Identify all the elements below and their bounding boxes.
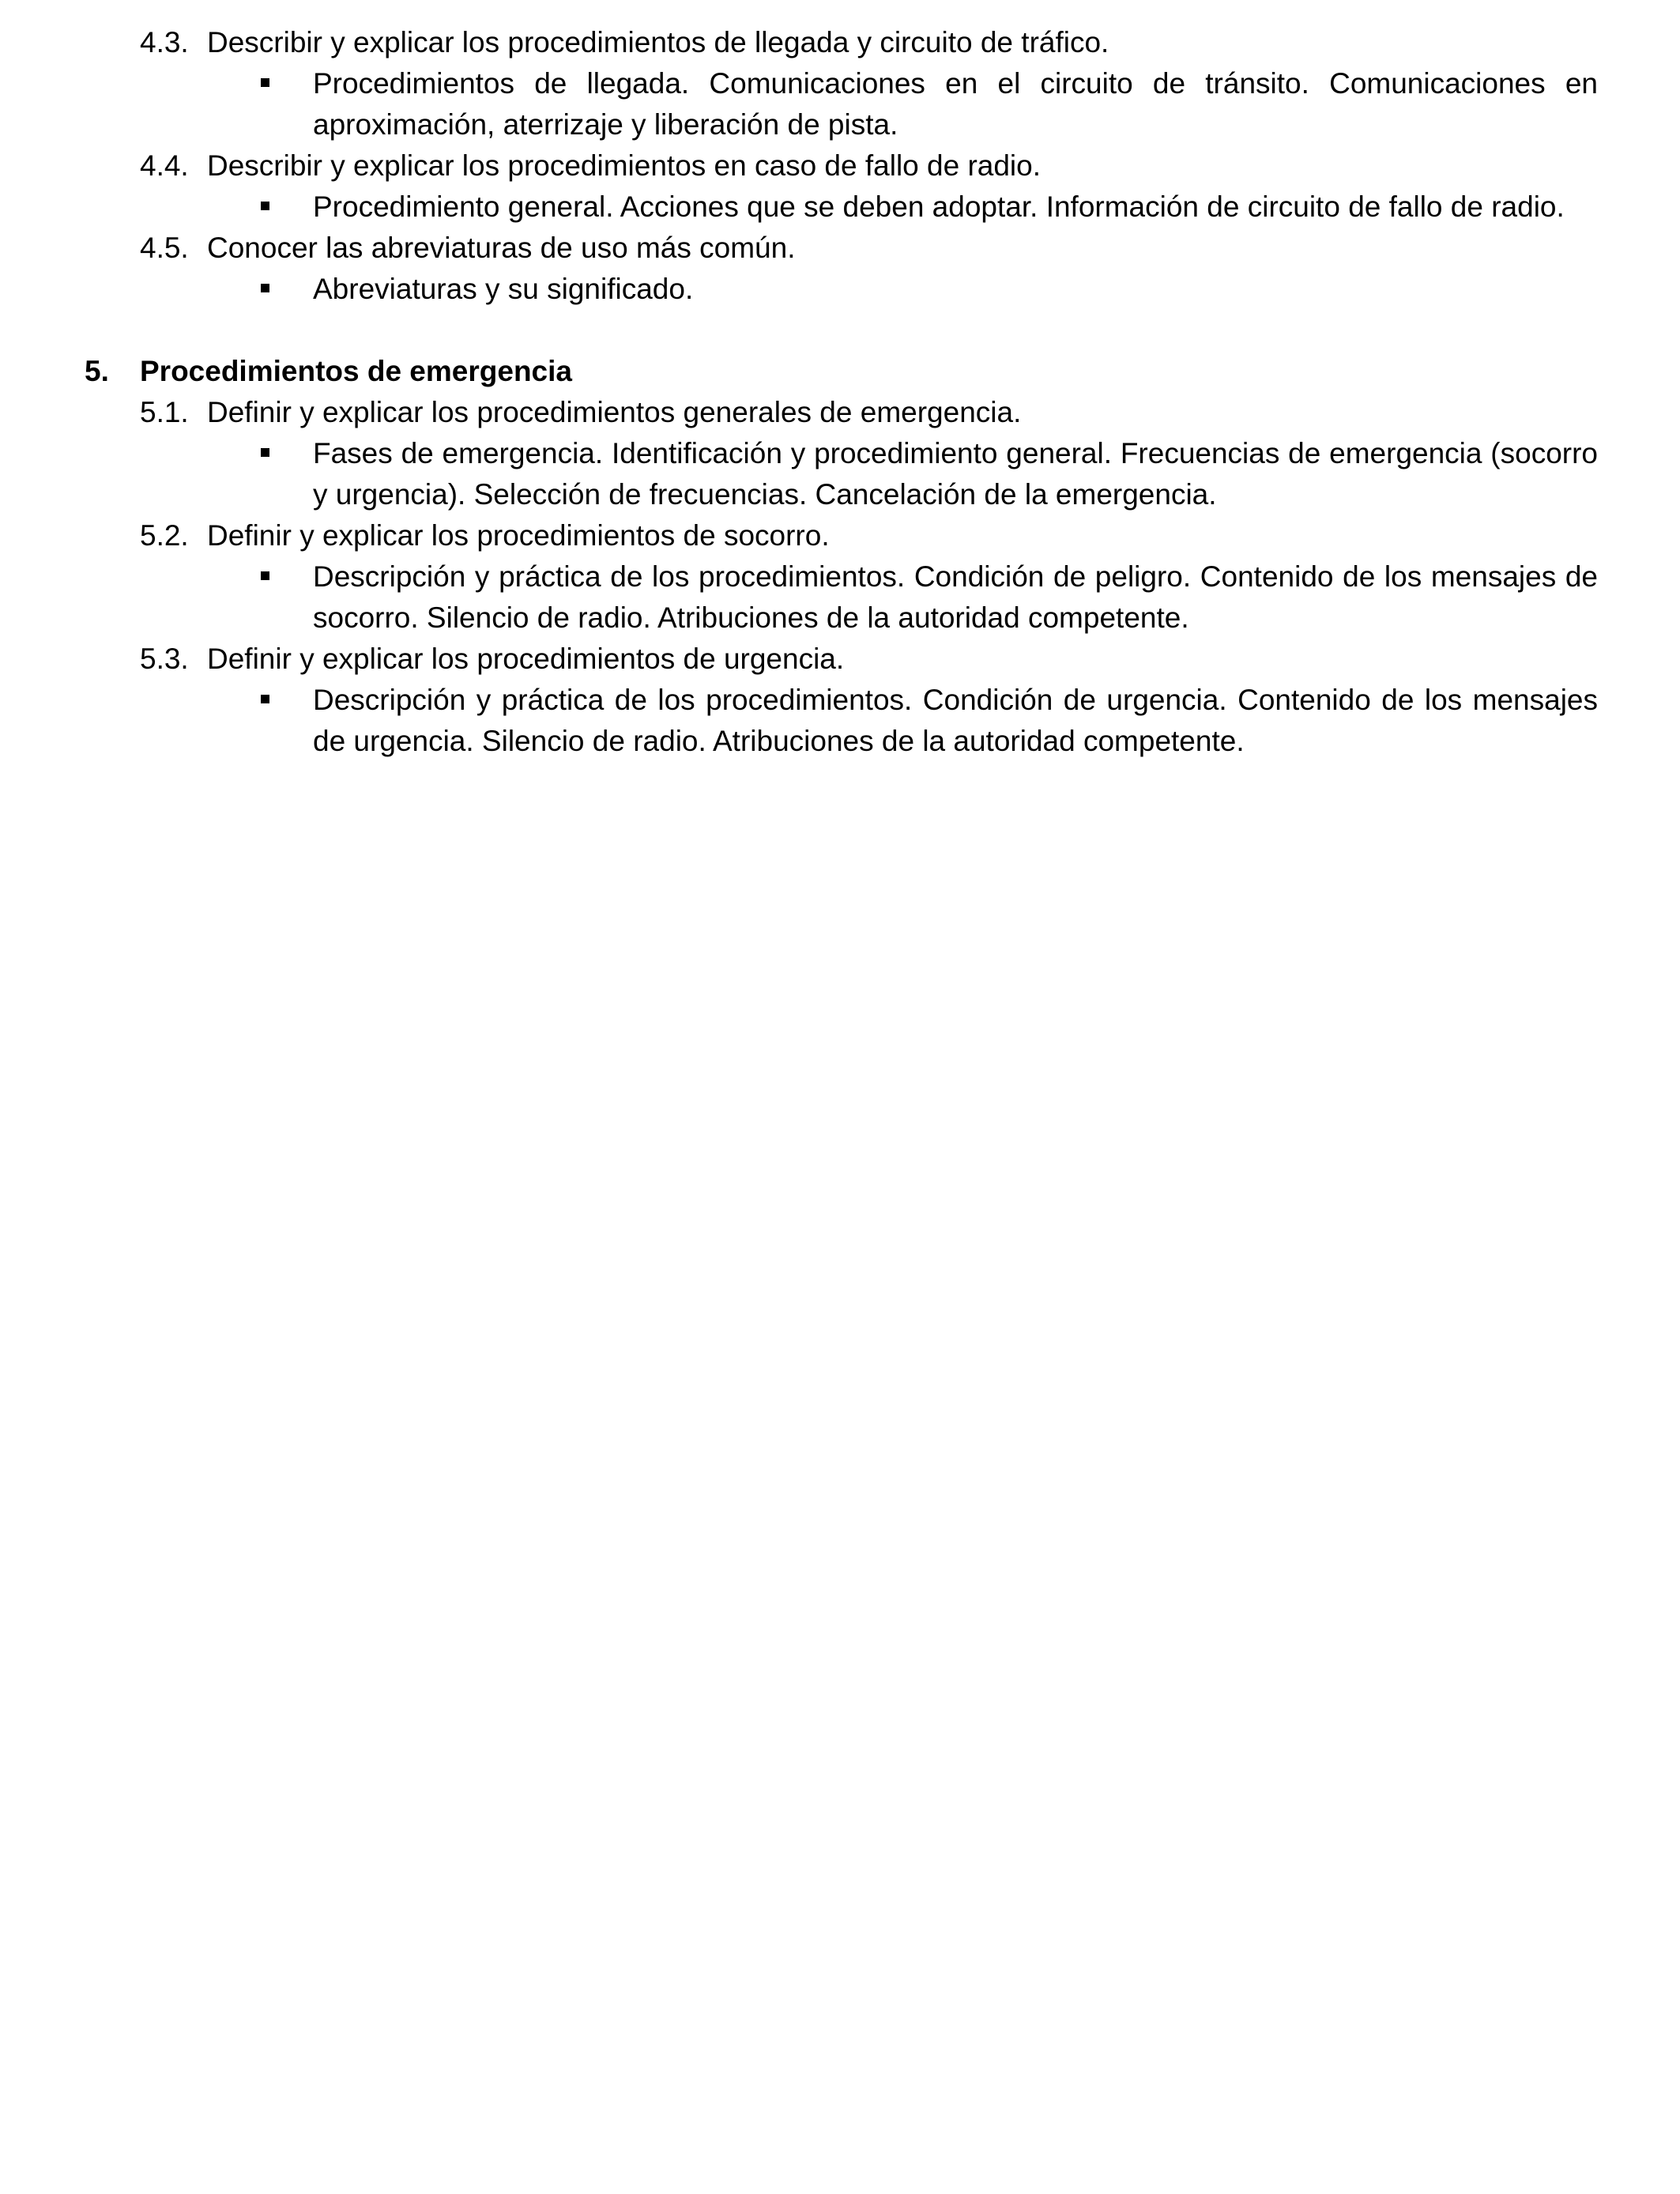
document-content [0, 22, 1680, 762]
bullet-text: Descripción y práctica de los procedimientos. Condición de urgencia. Contenido de los mensajes de urgencia. Silencio de radio. Atribuciones de la autoridad competente. [313, 684, 1598, 757]
subsection-number: 5.1. [140, 396, 189, 428]
subsection-item [0, 22, 1680, 63]
bullet-item [0, 269, 1680, 310]
bullet-text: Abreviaturas y su significado. [313, 273, 694, 305]
subsection-text: Definir y explicar los procedimientos generales de emergencia. [207, 396, 1022, 428]
bullet-text: Descripción y práctica de los procedimientos. Condición de peligro. Contenido de los mensajes de socorro. Silencio de radio. Atribuciones de la autoridad competente. [313, 560, 1598, 634]
subsection-number: 4.4. [140, 149, 189, 182]
square-bullet-icon [261, 78, 269, 87]
bullet-text: Procedimiento general. Acciones que se deben adoptar. Información de circuito de fallo de radio. [313, 190, 1565, 223]
subsection-text: Describir y explicar los procedimientos de llegada y circuito de tráfico. [207, 26, 1109, 58]
subsection-item [0, 145, 1680, 187]
bullet-item [0, 187, 1680, 228]
subsection-text: Definir y explicar los procedimientos de socorro. [207, 519, 830, 552]
subsection-item [0, 392, 1680, 433]
bullet-item [0, 556, 1680, 639]
subsection-item [0, 228, 1680, 269]
square-bullet-icon [261, 202, 269, 210]
square-bullet-icon [261, 448, 269, 457]
square-bullet-icon [261, 284, 269, 292]
bullet-item [0, 63, 1680, 145]
subsection-item [0, 639, 1680, 680]
subsection-number: 4.5. [140, 232, 189, 264]
section-number: 5. [85, 355, 109, 387]
subsection-number: 5.2. [140, 519, 189, 552]
section-title: Procedimientos de emergencia [140, 355, 572, 387]
section-heading [0, 351, 1680, 392]
subsection-item [0, 515, 1680, 556]
square-bullet-icon [261, 695, 269, 703]
subsection-text: Describir y explicar los procedimientos en caso de fallo de radio. [207, 149, 1042, 182]
subsection-text: Conocer las abreviaturas de uso más común. [207, 232, 796, 264]
bullet-item [0, 680, 1680, 762]
bullet-text: Fases de emergencia. Identificación y procedimiento general. Frecuencias de emergencia (socorro y urgencia). Selección de frecuencias. Cancelación de la emergencia. [313, 437, 1598, 511]
subsection-text: Definir y explicar los procedimientos de urgencia. [207, 643, 845, 675]
subsection-number: 5.3. [140, 643, 189, 675]
square-bullet-icon [261, 571, 269, 580]
bullet-item [0, 433, 1680, 515]
bullet-text: Procedimientos de llegada. Comunicaciones en el circuito de tránsito. Comunicaciones en aproximación, aterrizaje y liberación de pista. [313, 67, 1598, 141]
subsection-number: 4.3. [140, 26, 189, 58]
